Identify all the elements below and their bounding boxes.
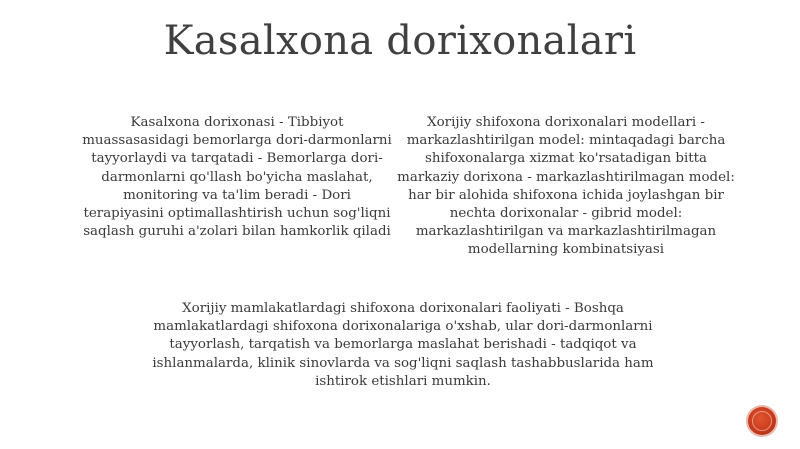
right-text-block: Xorijiy shifoxona dorixonalari modellari - markazlashtirilgan model: mintaqadagi barcha shifoxonalarga xizmat ko'rsatadigan bitta markaziy dorixona - markazlashtirilmagan model: har bir alohida shifoxona ichida joylashgan bir nechta dorixonalar - gibrid model: markazlashtirilgan va markazlashtirilmagan modellarning kombinatsiyasi [397,115,735,258]
left-text-block: Kasalxona dorixonasi - Tibbiyot muassasasidagi bemorlarga dori-darmonlarni tayyorlaydi va tarqatadi - Bemorlarga dori-darmonlarni qo'llash bo'yicha maslahat, monitoring va ta'lim beradi - Dori terapiyasini optimallashtirish uchun sog'liqni saqlash guruhi a'zolari bilan hamkorlik qiladi [82,115,392,240]
bottom-text-block: Xorijiy mamlakatlardagi shifoxona dorixonalari faoliyati - Boshqa mamlakatlardagi shifoxona dorixonalariga o'xshab, ular dori-darmonlarni tayyorlash, tarqatish va bemorlarga maslahat berishadi - tadqiqot va ishlanmalarda, klinik sinovlarda va sog'liqni saqlash tashabbuslarida ham ishtirok etishlari mumkin. [152,301,654,389]
circle-nav-icon [752,411,772,431]
next-slide-button[interactable] [748,407,776,435]
slide-title: Kasalxona dorixonalari [163,18,637,64]
